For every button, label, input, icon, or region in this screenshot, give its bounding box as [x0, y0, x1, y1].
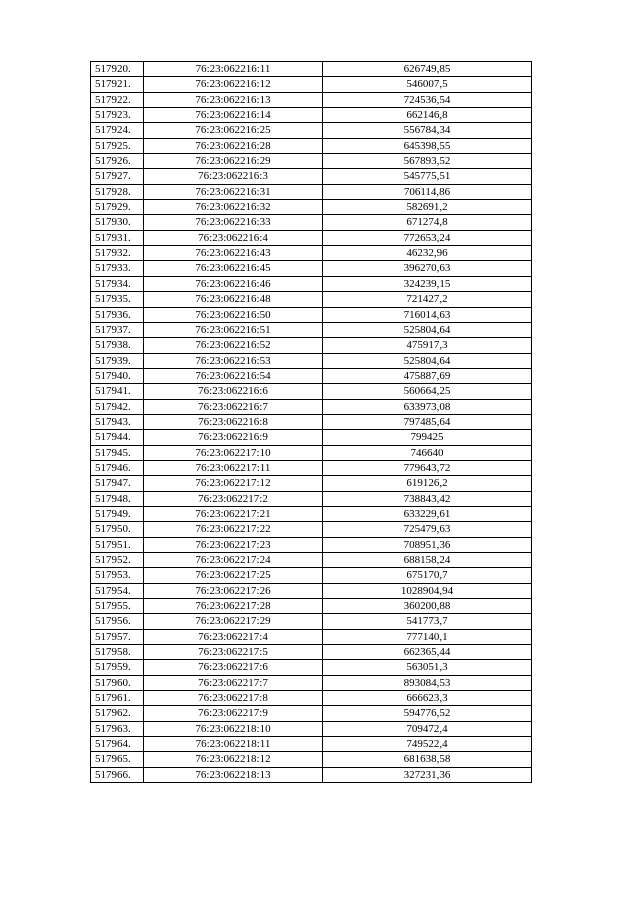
value-cell: 706114,86: [323, 184, 532, 199]
cadastral-number-cell: 76:23:062217:9: [144, 706, 323, 721]
cadastral-number-cell: 76:23:062216:13: [144, 92, 323, 107]
row-number-cell: 517935.: [91, 292, 144, 307]
cadastral-number-cell: 76:23:062218:10: [144, 721, 323, 736]
cadastral-number-cell: 76:23:062217:10: [144, 445, 323, 460]
cadastral-number-cell: 76:23:062216:43: [144, 246, 323, 261]
row-number-cell: 517950.: [91, 522, 144, 537]
row-number-cell: 517959.: [91, 660, 144, 675]
cadastral-number-cell: 76:23:062216:8: [144, 414, 323, 429]
row-number-cell: 517947.: [91, 476, 144, 491]
value-cell: 594776,52: [323, 706, 532, 721]
table-row: [91, 430, 532, 445]
value-cell: 738843,42: [323, 491, 532, 506]
value-cell: 675170,7: [323, 568, 532, 583]
table-row: [91, 706, 532, 721]
cadastral-number-cell: 76:23:062216:31: [144, 184, 323, 199]
table-row: [91, 675, 532, 690]
table-row: [91, 338, 532, 353]
value-cell: 626749,85: [323, 62, 532, 77]
value-cell: 893084,53: [323, 675, 532, 690]
table-row: [91, 261, 532, 276]
row-number-cell: 517921.: [91, 77, 144, 92]
table-row: [91, 184, 532, 199]
table-row: [91, 629, 532, 644]
table-row: [91, 460, 532, 475]
table-row: [91, 154, 532, 169]
row-number-cell: 517951.: [91, 537, 144, 552]
value-cell: 327231,36: [323, 767, 532, 782]
row-number-cell: 517930.: [91, 215, 144, 230]
table-row: [91, 353, 532, 368]
cadastral-number-cell: 76:23:062217:5: [144, 645, 323, 660]
row-number-cell: 517961.: [91, 691, 144, 706]
value-cell: 708951,36: [323, 537, 532, 552]
value-cell: 475887,69: [323, 368, 532, 383]
row-number-cell: 517942.: [91, 399, 144, 414]
row-number-cell: 517920.: [91, 62, 144, 77]
table-row: [91, 506, 532, 521]
cadastral-number-cell: 76:23:062218:13: [144, 767, 323, 782]
value-cell: 777140,1: [323, 629, 532, 644]
cadastral-number-cell: 76:23:062217:28: [144, 599, 323, 614]
value-cell: 749522,4: [323, 737, 532, 752]
row-number-cell: 517934.: [91, 276, 144, 291]
value-cell: 525804,64: [323, 322, 532, 337]
table-row: [91, 476, 532, 491]
row-number-cell: 517939.: [91, 353, 144, 368]
cadastral-number-cell: 76:23:062217:23: [144, 537, 323, 552]
table-row: [91, 721, 532, 736]
table-row: [91, 169, 532, 184]
cadastral-number-cell: 76:23:062217:12: [144, 476, 323, 491]
value-cell: 475917,3: [323, 338, 532, 353]
value-cell: 563051,3: [323, 660, 532, 675]
row-number-cell: 517932.: [91, 246, 144, 261]
row-number-cell: 517946.: [91, 460, 144, 475]
value-cell: 633973,08: [323, 399, 532, 414]
table-row: [91, 522, 532, 537]
table-row: [91, 445, 532, 460]
cadastral-number-cell: 76:23:062216:53: [144, 353, 323, 368]
row-number-cell: 517956.: [91, 614, 144, 629]
table-row: [91, 645, 532, 660]
value-cell: 1028904,94: [323, 583, 532, 598]
value-cell: 619126,2: [323, 476, 532, 491]
table-row: [91, 537, 532, 552]
cadastral-number-cell: 76:23:062216:33: [144, 215, 323, 230]
row-number-cell: 517957.: [91, 629, 144, 644]
table-row: [91, 307, 532, 322]
value-cell: 746640: [323, 445, 532, 460]
table-row: [91, 292, 532, 307]
table-row: [91, 553, 532, 568]
value-cell: 671274,8: [323, 215, 532, 230]
table-row: [91, 92, 532, 107]
value-cell: 525804,64: [323, 353, 532, 368]
table-row: [91, 123, 532, 138]
table-row: [91, 108, 532, 123]
row-number-cell: 517931.: [91, 230, 144, 245]
cadastral-value-table: [90, 61, 532, 783]
row-number-cell: 517948.: [91, 491, 144, 506]
row-number-cell: 517933.: [91, 261, 144, 276]
value-cell: 541773,7: [323, 614, 532, 629]
cadastral-number-cell: 76:23:062216:50: [144, 307, 323, 322]
value-cell: 662365,44: [323, 645, 532, 660]
value-cell: 546007,5: [323, 77, 532, 92]
cadastral-number-cell: 76:23:062217:2: [144, 491, 323, 506]
row-number-cell: 517960.: [91, 675, 144, 690]
row-number-cell: 517953.: [91, 568, 144, 583]
row-number-cell: 517925.: [91, 138, 144, 153]
value-cell: 716014,63: [323, 307, 532, 322]
cadastral-number-cell: 76:23:062217:26: [144, 583, 323, 598]
cadastral-number-cell: 76:23:062216:7: [144, 399, 323, 414]
value-cell: 681638,58: [323, 752, 532, 767]
table-row: [91, 568, 532, 583]
cadastral-number-cell: 76:23:062217:21: [144, 506, 323, 521]
row-number-cell: 517922.: [91, 92, 144, 107]
row-number-cell: 517952.: [91, 553, 144, 568]
value-cell: 324239,15: [323, 276, 532, 291]
cadastral-number-cell: 76:23:062216:32: [144, 200, 323, 215]
cadastral-number-cell: 76:23:062217:11: [144, 460, 323, 475]
row-number-cell: 517944.: [91, 430, 144, 445]
row-number-cell: 517936.: [91, 307, 144, 322]
row-number-cell: 517926.: [91, 154, 144, 169]
value-cell: 46232,96: [323, 246, 532, 261]
value-cell: 772653,24: [323, 230, 532, 245]
value-cell: 666623,3: [323, 691, 532, 706]
value-cell: 779643,72: [323, 460, 532, 475]
table-row: [91, 737, 532, 752]
row-number-cell: 517941.: [91, 384, 144, 399]
table-row: [91, 322, 532, 337]
table-row: [91, 583, 532, 598]
value-cell: 545775,51: [323, 169, 532, 184]
table-row: [91, 62, 532, 77]
cadastral-number-cell: 76:23:062216:54: [144, 368, 323, 383]
cadastral-number-cell: 76:23:062217:7: [144, 675, 323, 690]
row-number-cell: 517945.: [91, 445, 144, 460]
cadastral-number-cell: 76:23:062216:51: [144, 322, 323, 337]
cadastral-number-cell: 76:23:062216:46: [144, 276, 323, 291]
row-number-cell: 517929.: [91, 200, 144, 215]
table-row: [91, 660, 532, 675]
cadastral-number-cell: 76:23:062216:52: [144, 338, 323, 353]
table-row: [91, 414, 532, 429]
row-number-cell: 517924.: [91, 123, 144, 138]
row-number-cell: 517923.: [91, 108, 144, 123]
value-cell: 725479,63: [323, 522, 532, 537]
table-row: [91, 691, 532, 706]
cadastral-number-cell: 76:23:062216:29: [144, 154, 323, 169]
table-row: [91, 246, 532, 261]
cadastral-number-cell: 76:23:062217:22: [144, 522, 323, 537]
cadastral-number-cell: 76:23:062216:48: [144, 292, 323, 307]
table-row: [91, 399, 532, 414]
value-cell: 645398,55: [323, 138, 532, 153]
table-row: [91, 752, 532, 767]
cadastral-number-cell: 76:23:062217:4: [144, 629, 323, 644]
row-number-cell: 517937.: [91, 322, 144, 337]
cadastral-number-cell: 76:23:062217:24: [144, 553, 323, 568]
table-row: [91, 614, 532, 629]
table-row: [91, 200, 532, 215]
row-number-cell: 517965.: [91, 752, 144, 767]
row-number-cell: 517940.: [91, 368, 144, 383]
value-cell: 560664,25: [323, 384, 532, 399]
cadastral-number-cell: 76:23:062217:25: [144, 568, 323, 583]
table-row: [91, 77, 532, 92]
row-number-cell: 517943.: [91, 414, 144, 429]
value-cell: 396270,63: [323, 261, 532, 276]
row-number-cell: 517963.: [91, 721, 144, 736]
cadastral-number-cell: 76:23:062216:4: [144, 230, 323, 245]
table-row: [91, 230, 532, 245]
row-number-cell: 517964.: [91, 737, 144, 752]
value-cell: 709472,4: [323, 721, 532, 736]
table-row: [91, 599, 532, 614]
cadastral-number-cell: 76:23:062216:28: [144, 138, 323, 153]
table-row: [91, 215, 532, 230]
value-cell: 724536,54: [323, 92, 532, 107]
row-number-cell: 517938.: [91, 338, 144, 353]
cadastral-number-cell: 76:23:062217:8: [144, 691, 323, 706]
cadastral-number-cell: 76:23:062216:3: [144, 169, 323, 184]
row-number-cell: 517949.: [91, 506, 144, 521]
value-cell: 797485,64: [323, 414, 532, 429]
cadastral-number-cell: 76:23:062216:12: [144, 77, 323, 92]
table-row: [91, 138, 532, 153]
table-row: [91, 767, 532, 782]
value-cell: 721427,2: [323, 292, 532, 307]
cadastral-number-cell: 76:23:062216:11: [144, 62, 323, 77]
table-row: [91, 368, 532, 383]
row-number-cell: 517955.: [91, 599, 144, 614]
cadastral-number-cell: 76:23:062217:6: [144, 660, 323, 675]
value-cell: 799425: [323, 430, 532, 445]
value-cell: 688158,24: [323, 553, 532, 568]
cadastral-number-cell: 76:23:062216:14: [144, 108, 323, 123]
row-number-cell: 517927.: [91, 169, 144, 184]
cadastral-number-cell: 76:23:062218:11: [144, 737, 323, 752]
cadastral-number-cell: 76:23:062216:45: [144, 261, 323, 276]
table-row: [91, 276, 532, 291]
value-cell: 582691,2: [323, 200, 532, 215]
cadastral-number-cell: 76:23:062216:25: [144, 123, 323, 138]
row-number-cell: 517954.: [91, 583, 144, 598]
row-number-cell: 517958.: [91, 645, 144, 660]
table-body: [91, 62, 532, 783]
table-row: [91, 491, 532, 506]
cadastral-number-cell: 76:23:062217:29: [144, 614, 323, 629]
value-cell: 662146,8: [323, 108, 532, 123]
cadastral-number-cell: 76:23:062216:9: [144, 430, 323, 445]
row-number-cell: 517962.: [91, 706, 144, 721]
table-row: [91, 384, 532, 399]
cadastral-number-cell: 76:23:062218:12: [144, 752, 323, 767]
value-cell: 567893,52: [323, 154, 532, 169]
value-cell: 633229,61: [323, 506, 532, 521]
row-number-cell: 517966.: [91, 767, 144, 782]
value-cell: 360200,88: [323, 599, 532, 614]
cadastral-number-cell: 76:23:062216:6: [144, 384, 323, 399]
row-number-cell: 517928.: [91, 184, 144, 199]
value-cell: 556784,34: [323, 123, 532, 138]
